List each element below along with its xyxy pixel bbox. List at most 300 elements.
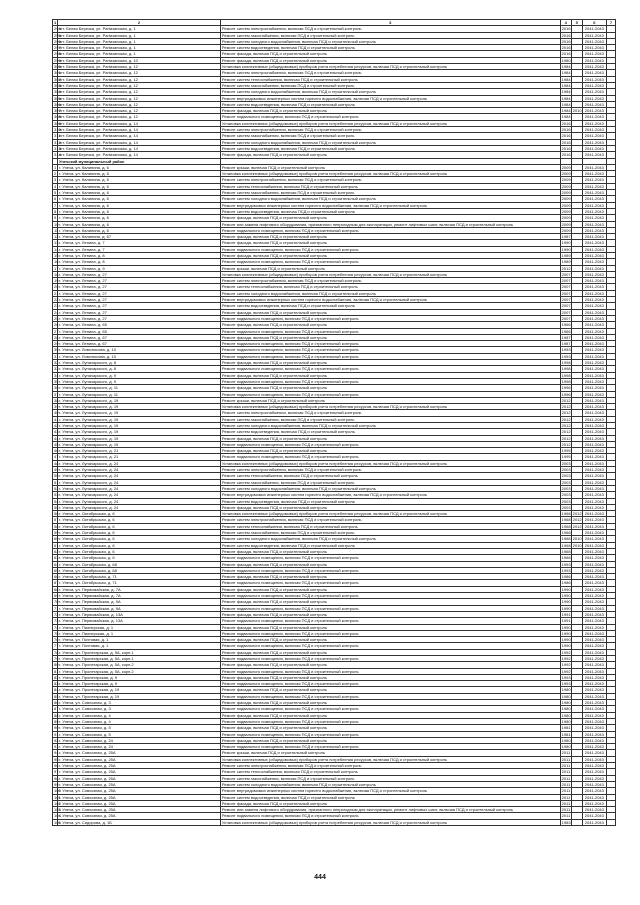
- cell-addr: г. Унеча, ул. Калинина, д. 6: [58, 177, 221, 183]
- cell-addr: г. Унеча, ул. Ленина, д. 27: [58, 303, 221, 309]
- cell-work: Ремонт фасада, включая ПСД и строительный контроль: [220, 51, 560, 57]
- cell-per: 2041-2043: [582, 561, 606, 567]
- cell-yr: 1993: [561, 567, 571, 573]
- cell-num: 13: [54, 240, 59, 246]
- cell-num: 302: [54, 76, 61, 82]
- cell-addr: г. Унеча, ул. Октябрьская, д. 6: [58, 511, 221, 517]
- cell-per: 2041-2043: [582, 385, 606, 391]
- cell-work: Ремонт систем холодного водоснабжения, включая ПСД и строительный контроль: [220, 38, 560, 44]
- cell-num: 61: [54, 542, 59, 548]
- cell-per: 2041-2043: [582, 548, 606, 554]
- cell-yr: 2009: [561, 221, 571, 227]
- cell-per: 2041-2043: [582, 423, 606, 429]
- cell-addr: г. Унеча, ул. Калинина, д. 6: [58, 171, 221, 177]
- cell-addr: г. Унеча, ул. Совхозная, д. 3: [58, 706, 221, 712]
- cell-addr: г. Унеча, ул. Пролетарская, д. 9: [58, 674, 221, 680]
- cell-addr: г. Унеча, ул. Калинина, д. 6: [58, 196, 221, 202]
- cell-yr: 2012: [561, 435, 571, 441]
- cell-num: 72: [54, 611, 59, 617]
- cell-num: 75: [54, 630, 59, 636]
- cell-num: 38: [54, 397, 59, 403]
- cell-num: 101: [54, 794, 61, 800]
- cell-addr: г. Унеча, ул. Пролетарская, д. 5А, корп.2: [58, 668, 221, 674]
- cell-per: 2041-2043: [582, 479, 606, 485]
- cell-per: 2041-2043: [582, 322, 606, 328]
- table-row: [53, 819, 616, 825]
- cell-num: 7: [54, 202, 57, 208]
- cell-per: 2041-2043: [582, 378, 606, 384]
- cell-yr: 2010: [572, 108, 582, 114]
- cell-addr: Унечский муниципальный район: [58, 158, 221, 164]
- cell-work: Ремонт подвального помещения, включая ПСД и строительный контроль: [220, 328, 560, 334]
- cell-num: 90: [54, 725, 59, 731]
- cell-per: 2041-2043: [582, 448, 606, 454]
- cell-num: 11: [54, 227, 59, 233]
- cell-addr: пгт. Белая Березка, ул. Partизанская, д. 14: [58, 152, 221, 158]
- cell-addr: г. Унеча, ул. Октябрьская, д. 6: [58, 542, 221, 548]
- cell-addr: г. Унеча, ул. Ленина, д. 27: [58, 315, 221, 321]
- cell-num: 27: [54, 328, 59, 334]
- cell-yr: 1953: [561, 353, 571, 359]
- cell-yr: 2016: [561, 152, 571, 158]
- cell-yr: 1984: [561, 70, 571, 76]
- cell-addr: г. Унеча, ул. Ленина, д. 27: [58, 278, 221, 284]
- cell-work: Ремонт подвального помещения, включая ПСД и строительный контроль: [220, 246, 560, 252]
- cell-work: Ремонт фасада, включая ПСД и строительный контроль: [220, 309, 560, 315]
- cell-per: 2041-2043: [582, 630, 606, 636]
- cell-per: 2041-2043: [582, 404, 606, 410]
- cell-per: 2041-2043: [582, 649, 606, 655]
- cell-yr: 1990: [561, 630, 571, 636]
- cell-addr: г. Унеча, ул. Луначарского, д. 19: [58, 410, 221, 416]
- cell-work: Ремонт подвального помещения, включая ПСД и строительный контроль: [220, 593, 560, 599]
- cell-work: Ремонт фасада, включая ПСД и строительный контроль: [220, 322, 560, 328]
- cell-work: Ремонт систем теплоснабжения, включая ПСД и строительный контроль: [220, 76, 560, 82]
- cell-work: Ремонт систем холодного водоснабжения, включая ПСД и строительный контроль: [220, 423, 560, 429]
- cell-work: Ремонт подвального помещения, включая ПСД и строительный контроль: [220, 315, 560, 321]
- cell-per: 2041-2043: [582, 504, 606, 510]
- cell-num: 57: [54, 517, 59, 523]
- cell-per: 2041-2043: [582, 731, 606, 737]
- cell-addr: г. Унеча, ул. Ленина, д. 27: [58, 309, 221, 315]
- cell-yr: 2007: [561, 284, 571, 290]
- cell-addr: пгт. Белая Березка, ул. Partизанская, д. 14: [58, 127, 221, 133]
- cell-per: 2041-2043: [582, 347, 606, 353]
- cell-per: 2041-2043: [582, 278, 606, 284]
- cell-yr: 2007: [561, 297, 571, 303]
- cell-per: 2041-2043: [582, 108, 606, 114]
- cell-addr: пгт. Белая Березка, ул. Partизанская, д. 1: [58, 51, 221, 57]
- cell-work: Ремонт фасада, включая ПСД и строительный контроль: [220, 561, 560, 567]
- cell-num: 23: [54, 303, 59, 309]
- cell-num: 45: [54, 441, 59, 447]
- cell-addr: пгт. Белая Березка, ул. Partизанская, д. 1: [58, 45, 221, 51]
- cell-per: 2041-2043: [582, 737, 606, 743]
- cell-yr: 1980: [561, 700, 571, 706]
- cell-work: Ремонт подвального помещения, включая ПСД и строительный контроль: [220, 813, 560, 819]
- cell-num: 32: [54, 360, 59, 366]
- cell-per: 2041-2043: [582, 328, 606, 334]
- cell-work: Ремонт систем теплоснабжения, включая ПСД и строительный контроль: [220, 183, 560, 189]
- cell-yr: 2003: [561, 467, 571, 473]
- cell-yr: 2007: [561, 303, 571, 309]
- cell-yr: 2012: [572, 511, 582, 517]
- cell-num: 59: [54, 530, 59, 536]
- cell-yr: 1990: [561, 605, 571, 611]
- cell-yr: 2007: [561, 278, 571, 284]
- cell-addr: г. Унеча, ул. Октябрьская, д. 68: [58, 567, 221, 573]
- cell-per: 2041-2043: [582, 120, 606, 126]
- cell-work: Ремонт подвального помещения, включая ПСД и строительный контроль: [220, 555, 560, 561]
- cell-per: 2041-2043: [582, 196, 606, 202]
- cell-work: Ремонт фасада, включая ПСД и строительный контроль: [220, 215, 560, 221]
- cell-yr: 2009: [561, 171, 571, 177]
- cell-yr: 1987: [561, 234, 571, 240]
- cell-per: 2041-2043: [582, 429, 606, 435]
- cell-addr: г. Унеча, ул. Первомайская, д. 13А: [58, 611, 221, 617]
- cell-addr: г. Унеча, ул. Совхозная, д. 25А: [58, 769, 221, 775]
- cell-num: 78: [54, 649, 59, 655]
- cell-addr: пгт. Белая Березка, ул. Partизанская, д. 12: [58, 101, 221, 107]
- cell-yr: 2011: [561, 763, 571, 769]
- cell-yr: 2007: [561, 309, 571, 315]
- cell-yr: 1993: [561, 561, 571, 567]
- cell-addr: г. Унеча, ул. Калинина, д. 67: [58, 234, 221, 240]
- cell-addr: г. Унеча, ул. Сидорова, д. 1Б: [58, 819, 221, 825]
- cell-per: 2041-2043: [582, 410, 606, 416]
- cell-num: 19: [54, 278, 59, 284]
- cell-work: Установка коллективных (общедомовых) приборов учета потребления ресурсов, включая ПСД и строительный контроль: [220, 756, 560, 762]
- cell-addr: г. Унеча, ул. Луначарского, д. 24: [58, 479, 221, 485]
- cell-per: 2041-2043: [582, 492, 606, 498]
- cell-yr: 1984: [561, 108, 571, 114]
- cell-num: 82: [54, 674, 59, 680]
- cell-yr: 2011: [561, 807, 571, 813]
- cell-num: 29: [54, 341, 59, 347]
- cell-yr: 2009: [561, 202, 571, 208]
- cell-yr: 2012: [561, 441, 571, 447]
- cell-per: 2041-2043: [582, 101, 606, 107]
- cell-num: 12: [54, 234, 59, 240]
- cell-addr: г. Унеча, ул. Ленина, д. 8: [58, 252, 221, 258]
- cell-num: 86: [54, 700, 59, 706]
- cell-work: Ремонт внутридомовых инженерных систем горячего водоснабжения, включая ПСД и строительный контроль: [220, 297, 560, 303]
- cell-yr: 2016: [561, 133, 571, 139]
- cell-yr: 1990: [561, 643, 571, 649]
- cell-addr: г. Унеча, ул. Ленина, д. 27: [58, 290, 221, 296]
- cell-addr: г. Унеча, ул. Пролетарская, д. 5А, корп.1: [58, 649, 221, 655]
- cell-work: Ремонт систем водоотведения, включая ПСД и строительный контроль: [220, 429, 560, 435]
- cell-addr: г. Унеча, ул. Первомайская, д. 7А: [58, 586, 221, 592]
- cell-addr: г. Унеча, ул. Ленина, д. 7: [58, 246, 221, 252]
- cell-num: 305: [54, 95, 61, 101]
- cell-num: 294: [54, 26, 61, 32]
- cell-work: Ремонт систем водоотведения, включая ПСД и строительный контроль: [220, 542, 560, 548]
- cell-work: Ремонт подвального помещения, включая ПСД и строительный контроль: [220, 643, 560, 649]
- cell-yr: 1998: [561, 372, 571, 378]
- cell-yr: 2009: [561, 227, 571, 233]
- cell-num: 92: [54, 737, 59, 743]
- cell-per: 2041-2043: [582, 460, 606, 466]
- cell-addr: г. Унеча, ул. Ленина, д. 9: [58, 265, 221, 271]
- cell-work: Ремонт систем электроснабжения, включая ПСД и строительный контроль: [220, 278, 560, 284]
- cell-num: 295: [54, 32, 61, 38]
- cell-num: 100: [54, 788, 61, 794]
- cell-addr: г. Унеча, ул. Совхозная, д. 4: [58, 718, 221, 724]
- cell-yr: 1990: [561, 637, 571, 643]
- cell-per: 2041-2043: [582, 265, 606, 271]
- cell-per: 2041-2043: [582, 611, 606, 617]
- cell-yr: 2012: [561, 410, 571, 416]
- cell-num: 42: [54, 423, 59, 428]
- cell-per: 2041-2043: [582, 95, 606, 101]
- cell-addr: г. Унеча, ул. Ленина, д. 65: [58, 328, 221, 334]
- cell-per: 2041-2043: [582, 693, 606, 699]
- cell-per: 2041-2043: [582, 259, 606, 265]
- cell-work: Установка коллективных (общедомовых) приборов учета потребления ресурсов, включая ПСД и строительный контроль: [220, 511, 560, 517]
- cell-addr: г. Унеча, ул. Совхозная, д. 25А: [58, 788, 221, 794]
- cell-yr: 2016: [561, 26, 571, 32]
- cell-addr: г. Унеча, ул. Почтовая, д. 1: [58, 643, 221, 649]
- cell-addr: пгт. Белая Березка, ул. Partизанская, д. 10: [58, 57, 221, 63]
- cell-num: 54: [54, 498, 59, 504]
- cell-work: Ремонт систем теплоснабжения, включая ПСД и строительный контроль: [220, 284, 560, 290]
- cell-yr: 2003: [561, 479, 571, 485]
- cell-per: 2041-2043: [582, 718, 606, 724]
- cell-yr: 1993: [561, 674, 571, 680]
- cell-work: Ремонт систем холодного водоснабжения, включая ПСД и строительный контроль: [220, 536, 560, 542]
- cell-per: 2041-2043: [582, 183, 606, 189]
- cell-work: Ремонт систем холодного водоснабжения, включая ПСД и строительный контроль: [220, 485, 560, 491]
- cell-yr: 1991: [561, 618, 571, 624]
- cell-yr: 1990: [561, 624, 571, 630]
- cell-num: 298: [54, 51, 61, 57]
- table-body: [53, 26, 616, 826]
- cell-yr: 2009: [561, 190, 571, 196]
- cell-yr: 1998: [561, 366, 571, 372]
- cell-work: Ремонт фасада, включая ПСД и строительный контроль: [220, 662, 560, 668]
- cell-addr: г. Унеча, ул. Луначарского, д. 19: [58, 416, 221, 422]
- cell-work: Ремонт систем газоснабжения, включая ПСД и строительный контроль: [220, 530, 560, 536]
- cell-per: 2041-2043: [582, 674, 606, 680]
- cell-work: Ремонт систем водоотведения, включая ПСД и строительный контроль: [220, 145, 560, 151]
- cell-work: Ремонт систем электроснабжения, включая ПСД и строительный контроль: [220, 127, 560, 133]
- cell-num: 9: [54, 215, 57, 221]
- cell-addr: пгт. Белая Березка, ул. Partизанская, д. 14: [58, 120, 221, 126]
- cell-yr: 2011: [561, 813, 571, 819]
- cell-addr: г. Унеча, ул. Луначарского, д. 24: [58, 498, 221, 504]
- cell-addr: г. Унеча, ул. Совхозная, д. 25А: [58, 756, 221, 762]
- cell-per: 2041-2043: [582, 668, 606, 674]
- cell-work: Ремонт подвального помещения, включая ПСД и строительный контроль: [220, 706, 560, 712]
- cell-work: Ремонт фасада, включая ПСД и строительный контроль: [220, 448, 560, 454]
- cell-addr: г. Унеча, ул. Луначарского, д. 24: [58, 460, 221, 466]
- cell-yr: 1984: [561, 95, 571, 101]
- cell-num: 31: [54, 353, 59, 359]
- cell-addr: г. Унеча, ул. Октябрьская, д. 6: [58, 548, 221, 554]
- cell-addr: г. Унеча, ул. Совхозная, д. 5: [58, 731, 221, 737]
- cell-addr: г. Унеча, ул. Калинина, д. 6: [58, 202, 221, 208]
- cell-work: Ремонт систем водоотведения, включая ПСД и строительный контроль: [220, 303, 560, 309]
- cell-num: 40: [54, 410, 59, 416]
- cell-addr: г. Унеча, ул. Октябрьская, д. 6: [58, 523, 221, 529]
- cell-work: Ремонт фасада, включая ПСД и строительный контроль: [220, 152, 560, 158]
- cell-yr: 2010: [572, 536, 582, 542]
- cell-yr: 1992: [561, 649, 571, 655]
- cell-per: 2041-2043: [582, 523, 606, 529]
- cell-work: Ремонт крыши, включая ПСД и строительный контроль: [220, 164, 560, 170]
- cell-per: 2041-2043: [582, 372, 606, 378]
- cell-yr: 1980: [561, 706, 571, 712]
- cell-per: 2041-2043: [582, 252, 606, 258]
- cell-work: Ремонт систем газоснабжения, включая ПСД и строительный контроль: [220, 190, 560, 196]
- register-table: [52, 19, 616, 826]
- cell-num: 73: [54, 618, 59, 624]
- cell-addr: г. Унеча, ул. Ленина, д. 67: [58, 334, 221, 340]
- cell-work: Ремонт фасада, включая ПСД и строительный контроль: [220, 624, 560, 630]
- cell-per: 2041-2043: [582, 208, 606, 214]
- cell-num: 297: [54, 45, 61, 51]
- cell-yr: 1968: [561, 517, 571, 523]
- cell-per: 2041-2043: [582, 164, 606, 170]
- cell-num: 99: [54, 781, 59, 787]
- cell-yr: 1996: [561, 391, 571, 397]
- cell-work: Ремонт систем водоотведения, включая ПСД и строительный контроль: [220, 101, 560, 107]
- cell-yr: 1987: [561, 334, 571, 340]
- cell-yr: 1990: [561, 599, 571, 605]
- cell-yr: 2011: [561, 794, 571, 800]
- cell-work: Ремонт систем газоснабжения, включая ПСД и строительный контроль: [220, 416, 560, 422]
- cell-work: Ремонт подвального помещения, включая ПСД и строительный контроль: [220, 655, 560, 661]
- cell-per: 2041-2043: [582, 341, 606, 347]
- cell-work: Ремонт фасада, включая ПСД и строительный контроль: [220, 504, 560, 510]
- cell-work: Ремонт подвального помещения, включая ПСД и строительный контроль: [220, 259, 560, 265]
- cell-work: Ремонт подвального помещения, включая ПСД и строительный контроль: [220, 718, 560, 724]
- cell-num: 81: [54, 668, 59, 674]
- cell-addr: г. Унеча, ул. Луначарского, д. 19: [58, 441, 221, 447]
- cell-work: Ремонт подвального помещения, включая ПСД и строительный контроль: [220, 441, 560, 447]
- cell-work: Ремонт систем водоотведения, включая ПСД и строительный контроль: [220, 794, 560, 800]
- cell-work: Ремонт фасада, включая ПСД и строительный контроль: [220, 372, 560, 378]
- cell-per: 2041-2043: [582, 586, 606, 592]
- header-cell: 5: [571, 20, 582, 26]
- cell-work: Ремонт фасада, включая ПСД и строительный контроль: [220, 649, 560, 655]
- cell-num: 301: [54, 70, 61, 76]
- cell-yr: 1984: [561, 76, 571, 82]
- cell-yr: 1989: [561, 259, 571, 265]
- cell-addr: г. Унеча, ул. Совхозная, д. 5: [58, 725, 221, 731]
- cell-num: 307: [54, 108, 61, 114]
- cell-addr: г. Унеча, ул. Октябрьская, д. 71: [58, 580, 221, 586]
- cell-yr: 2016: [561, 45, 571, 51]
- cell-num: 37: [54, 391, 59, 397]
- cell-num: 98: [54, 775, 59, 781]
- cell-num: 10: [54, 221, 59, 227]
- cell-work: Ремонт подвального помещения, включая ПСД и строительный контроль: [220, 618, 560, 624]
- cell-yr: 1989: [561, 252, 571, 258]
- cell-work: Установка коллективных (общедомовых) приборов учета потребления ресурсов, включая ПСД и строительный контроль: [220, 120, 560, 126]
- cell-per: 2041-2043: [582, 246, 606, 252]
- cell-work: Ремонт подвального помещения, включая ПСД и строительный контроль: [220, 227, 560, 233]
- cell-num: 33: [54, 366, 59, 372]
- cell-num: 79: [54, 655, 59, 661]
- cell-yr: 2007: [561, 290, 571, 296]
- cell-work: Ремонт подвального помещения, включая ПСД и строительный контроль: [220, 668, 560, 674]
- cell-work: Ремонт систем холодного водоснабжения, включая ПСД и строительный контроль: [220, 781, 560, 787]
- cell-addr: г. Унеча, ул. Луначарского, д. 24: [58, 504, 221, 510]
- cell-work: Ремонт систем электроснабжения, включая ПСД и строительный контроль: [220, 467, 560, 473]
- cell-addr: г. Унеча, ул. Луначарского, д. 24: [58, 492, 221, 498]
- cell-num: 308: [54, 114, 61, 120]
- cell-per: 2041-2043: [582, 360, 606, 366]
- cell-per: 2041-2043: [582, 567, 606, 573]
- cell-work: Ремонт систем газоснабжения, включая ПСД и строительный контроль: [220, 133, 560, 139]
- cell-num: 70: [54, 599, 59, 605]
- cell-num: 104: [54, 813, 61, 819]
- cell-num: 68: [54, 586, 59, 592]
- cell-work: Ремонт систем электроснабжения, включая ПСД и строительный контроль: [220, 763, 560, 769]
- cell-work: Ремонт систем холодного водоснабжения, включая ПСД и строительный контроль: [220, 89, 560, 95]
- cell-addr: г. Унеча, ул. Ленина, д. 65: [58, 322, 221, 328]
- cell-yr: 2007: [561, 315, 571, 321]
- cell-num: 43: [54, 429, 59, 435]
- cell-work: Ремонт фасада, включая ПСД и строительный контроль: [220, 240, 560, 246]
- cell-yr: 1995: [561, 454, 571, 460]
- cell-yr: 1992: [561, 655, 571, 661]
- cell-yr: 2011: [561, 756, 571, 762]
- cell-per: 2041-2043: [582, 127, 606, 133]
- cell-yr: 1980: [561, 718, 571, 724]
- header-cell: 1: [54, 20, 57, 25]
- cell-yr: 2016: [561, 120, 571, 126]
- header-cell: 2: [58, 20, 221, 26]
- cell-addr: пгт. Белая Березка, ул. Partизанская, д. 14: [58, 139, 221, 145]
- header-cell: 6: [582, 20, 606, 26]
- cell-per: 2041-2043: [582, 152, 606, 158]
- cell-num: 49: [54, 467, 59, 473]
- cell-num: 62: [54, 548, 59, 554]
- cell-work: Ремонт фасада, включая ПСД и строительный контроль: [220, 599, 560, 605]
- cell-work: Ремонт фасада, включая ПСД и строительный контроль: [220, 334, 560, 340]
- cell-per: 2041-2043: [582, 76, 606, 82]
- cell-yr: 2009: [561, 177, 571, 183]
- cell-per: 2041-2043: [582, 618, 606, 624]
- cell-work: Ремонт подвального помещения, включая ПСД и строительный контроль: [220, 567, 560, 573]
- cell-yr: 2016: [561, 32, 571, 38]
- cell-num: 313: [54, 145, 61, 151]
- cell-per: 2041-2043: [582, 441, 606, 447]
- cell-num: 34: [54, 372, 59, 378]
- cell-work: Установка коллективных (общедомовых) приборов учета потребления ресурсов, включая ПСД и строительный контроль: [220, 64, 560, 70]
- cell-work: Ремонт крыши, включая ПСД и строительный контроль: [220, 397, 560, 403]
- cell-yr: 2011: [561, 800, 571, 806]
- cell-work: Ремонт подвального помещения, включая ПСД и строительный контроль: [220, 580, 560, 586]
- cell-yr: 2009: [561, 183, 571, 189]
- cell-work: Ремонт систем теплоснабжения, включая ПСД и строительный контроль: [220, 769, 560, 775]
- cell-num: 309: [54, 120, 61, 126]
- cell-yr: 1990: [561, 586, 571, 592]
- cell-per: 2041-2043: [582, 485, 606, 491]
- cell-yr: 1968: [561, 530, 571, 536]
- cell-work: Ремонт систем газоснабжения, включая ПСД и строительный контроль: [220, 82, 560, 88]
- cell-per: 2041-2043: [582, 511, 606, 517]
- cell-per: 2041-2043: [582, 89, 606, 95]
- cell-per: 2041-2043: [582, 334, 606, 340]
- cell-yr: 1968: [561, 548, 571, 554]
- cell-addr: пгт. Белая Березка, ул. Partизанская, д. 12: [58, 70, 221, 76]
- cell-work: Ремонт внутридомовых инженерных систем горячего водоснабжения, включая ПСД и строительный контроль: [220, 95, 560, 101]
- cell-num: 50: [54, 473, 59, 479]
